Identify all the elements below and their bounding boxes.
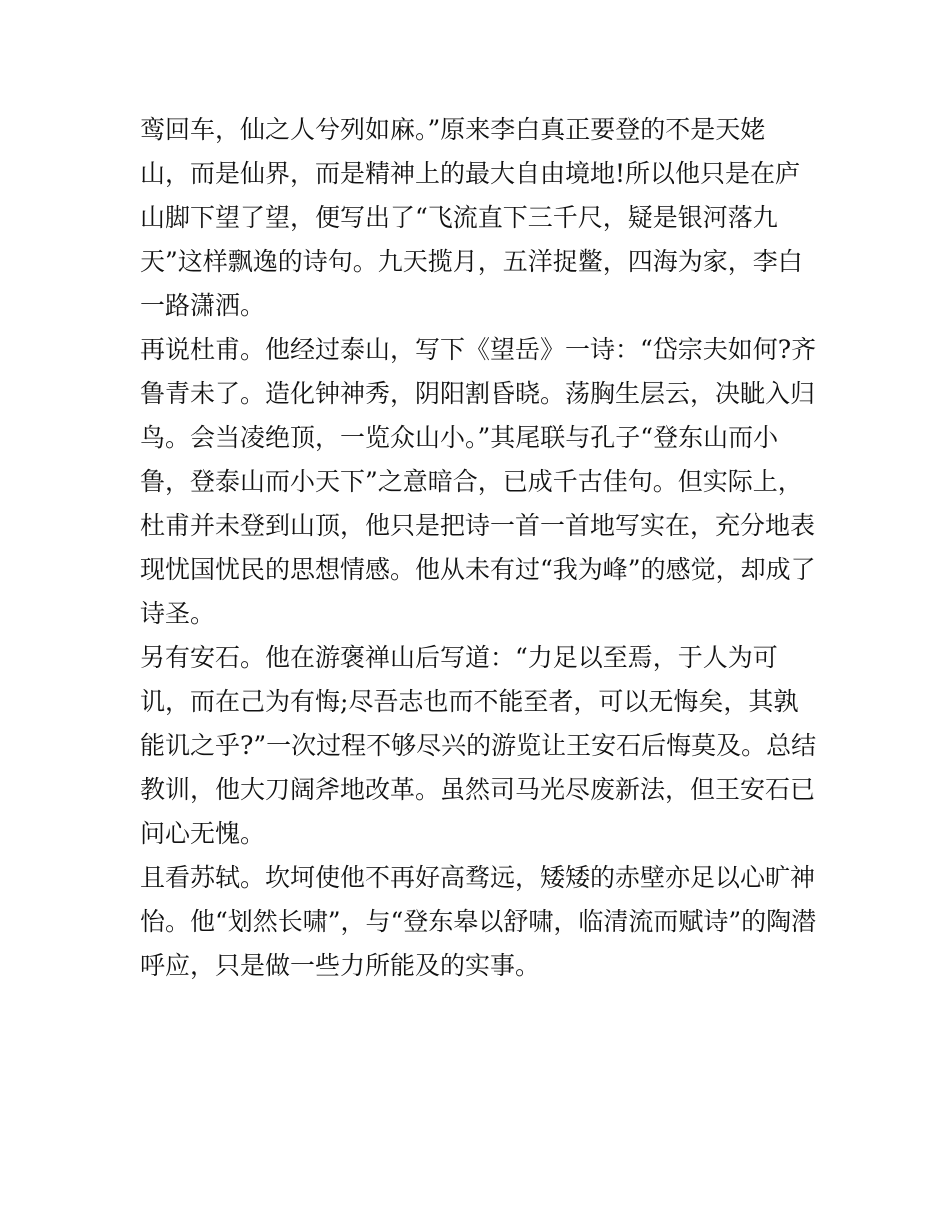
text-line: 讥，而在己为有悔;尽吾志也而不能至者，可以无悔矣，其孰 [140, 687, 799, 716]
text-line: 再说杜甫。他经过泰山，写下《望岳》一诗：“岱宗夫如何?齐 [140, 335, 817, 364]
text-line: 诗圣。 [140, 599, 216, 628]
text-line: 呼应，只是做一些力所能及的实事。 [140, 951, 541, 980]
document-body [140, 108, 820, 988]
text-line: 杜甫并未登到山顶，他只是把诗一首一首地写实在，充分地表 [140, 511, 816, 540]
text-line: 另有安石。他在游褒禅山后写道：“力足以至焉，于人为可 [140, 643, 778, 672]
text-line: 一路潇洒。 [140, 291, 266, 320]
text-line: 鲁，登泰山而小天下”之意暗合，已成千古佳句。但实际上， [140, 467, 803, 496]
text-line: 能讥之乎?”一次过程不够尽兴的游览让王安石后悔莫及。总结 [140, 731, 817, 760]
text-line: 鲁青未了。造化钟神秀，阴阳割昏晓。荡胸生层云，决眦入归 [140, 379, 816, 408]
text-line: 且看苏轼。坎坷使他不再好高骛远，矮矮的赤壁亦足以心旷神 [140, 863, 816, 892]
text-line: 山脚下望了望，便写出了“飞流直下三千尺，疑是银河落九 [140, 203, 778, 232]
text-line: 鸟。会当凌绝顶，一览众山小。”其尾联与孔子“登东山而小 [140, 423, 779, 452]
text-line: 鸾回车，仙之人兮列如麻。”原来李白真正要登的不是天姥 [140, 115, 766, 144]
text-line: 现忧国忧民的思想情感。他从未有过“我为峰”的感觉，却成了 [140, 555, 816, 584]
text-line: 怡。他“划然长啸”，与“登东皋以舒啸，临清流而赋诗”的陶潜 [140, 907, 817, 936]
text-line: 问心无愧。 [140, 819, 266, 848]
text-line: 山，而是仙界，而是精神上的最大自由境地!所以他只是在庐 [140, 159, 801, 188]
text-line: 天”这样飘逸的诗句。九天揽月，五洋捉鳖，四海为家，李白 [140, 247, 803, 276]
text-line: 教训，他大刀阔斧地改革。虽然司马光尽废新法，但王安石已 [140, 775, 816, 804]
